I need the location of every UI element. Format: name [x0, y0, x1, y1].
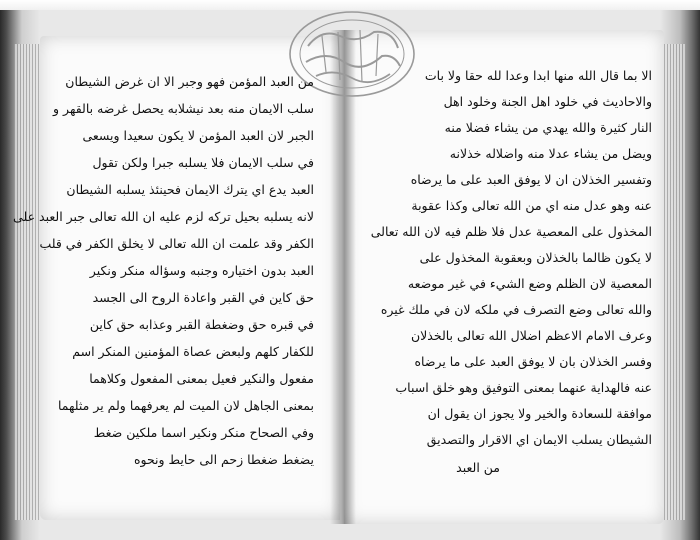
- right-line: والله تعالى وضع التصرف في ملكه لان في ملك غيره: [380, 302, 652, 317]
- right-line: ويضل من يشاء عدلا منه واضلاله خذلانه: [449, 146, 652, 161]
- left-line: العبد بدون اختياره وجنبه وسؤاله منكر ونكير: [89, 263, 314, 278]
- book-gutter: [330, 30, 356, 524]
- right-line: عنه فالهداية عنهما بمعنى التوفيق وهو خلق اسباب: [395, 380, 652, 395]
- left-line: سلب الايمان منه بعد نيشلابه يحصل غرضه بالقهر و: [53, 101, 314, 116]
- left-line: يضغط ضغطا زحم الى حايط ونحوه: [133, 452, 314, 467]
- left-line: للكفار كلهم ولبعض عصاة المؤمنين المنكر اسم: [72, 344, 314, 359]
- left-line: مفعول والنكير فعيل بمعنى المفعول وكلاهما: [89, 371, 314, 386]
- left-line: في قبره حق وضغطة القبر وعذابه حق كاين: [89, 317, 314, 332]
- left-line: حق كاين في القبر واعادة الروح الى الجسد: [92, 290, 314, 305]
- left-line: الجبر لان العبد المؤمن لا يكون سعيدا ويسعى: [82, 128, 314, 143]
- right-line: وفسر الخذلان بان لا يوفق العبد على ما يرضاه: [414, 354, 652, 369]
- left-line: في سلب الايمان فلا يسلبه جبرا ولكن تقول: [92, 155, 314, 170]
- left-line: الكفر وقد علمت ان الله تعالى لا يخلق الكفر في قلب: [39, 236, 314, 251]
- left-line: لانه يسلبه بحيل تركه لزم عليه ان الله تعالى جبر العبد على: [13, 209, 314, 224]
- right-line: النار كثيرة والله يهدي من يشاء فضلا منه: [444, 120, 652, 135]
- left-line: وفي الصحاح منكر ونكير اسما ملكين ضغط: [93, 425, 314, 440]
- right-line: والاحاديث في خلود اهل الجنة وخلود اهل: [443, 94, 652, 109]
- left-line: بمعنى الجاهل لان الميت لم يعرفهما ولم ير مثلهما: [57, 398, 314, 413]
- right-line: الا بما قال الله منها ابدا وعدا لله حقا ولا بات: [424, 68, 652, 83]
- right-line: موافقة للسعادة والخير ولا يجوز ان يقول ان: [427, 406, 652, 421]
- right-line: لا يكون ظالما بالخذلان وبعقوبة المخذول على: [419, 250, 652, 265]
- right-line: المخذول على المعصية عدل فلا ظلم فيه لان الله تعالى: [370, 224, 652, 239]
- right-page-edges: [664, 44, 686, 520]
- right-line: الشيطان يسلب الايمان اي الاقرار والتصديق: [426, 432, 652, 447]
- left-page-edges: [14, 44, 40, 520]
- right-line-catchword: من العبد: [456, 460, 500, 475]
- left-line: العبد يدع اي يترك الايمان فحينئذ يسلبه الشيطان: [66, 182, 314, 197]
- right-line: وتفسير الخذلان ان لا يوفق العبد على ما يرضاه: [410, 172, 652, 187]
- right-line: وعرف الامام الاعظم اضلال الله تعالى بالخذلان: [411, 328, 652, 343]
- left-line: من العبد المؤمن فهو وجبر الا ان غرض الشيطان: [65, 74, 314, 89]
- right-line: عنه وهو عدل منه اي من الله تعالى وكذا عقوبة: [411, 198, 652, 213]
- right-line: المعصية لان الظلم وضع الشيء في غير موضعه: [407, 276, 652, 291]
